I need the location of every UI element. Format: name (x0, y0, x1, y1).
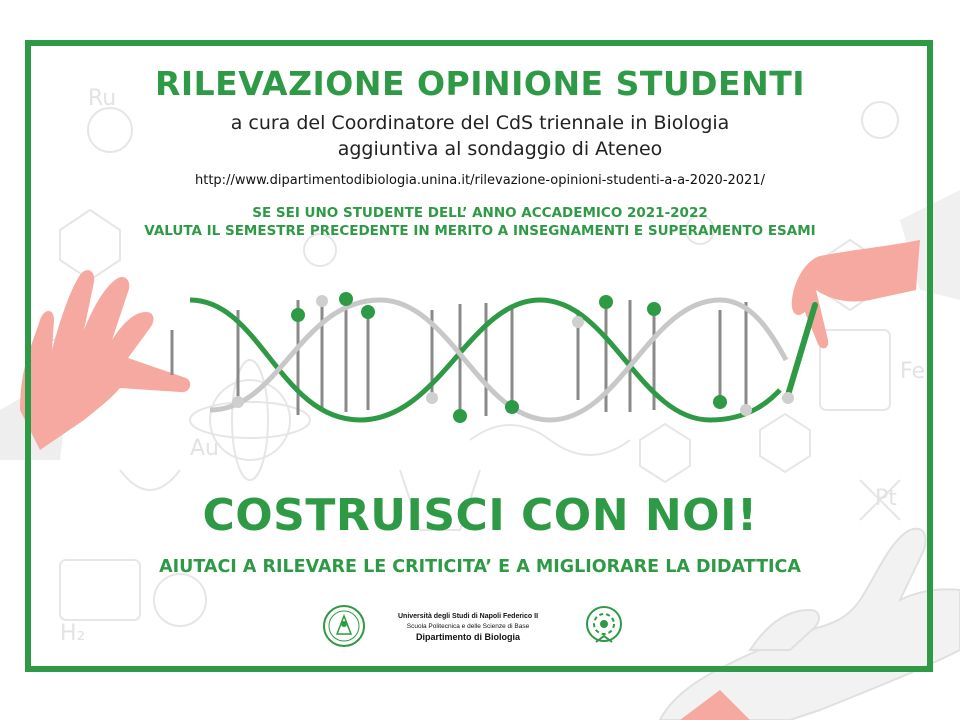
subtitle-coordinator: a cura del Coordinatore del CdS triennale in Biologia (230, 112, 730, 134)
svg-text:Ru: Ru (88, 86, 117, 111)
survey-link[interactable]: http://www.dipartimentodibiologia.unina.it/rilevazione-opinioni-studenti-a-a-2020-2021/ (195, 173, 765, 188)
subtitle-survey: aggiuntiva al sondaggio di Ateneo (337, 138, 663, 160)
department-name: Dipartimento di Biologia (415, 632, 520, 642)
svg-text:H₂: H₂ (60, 621, 86, 646)
svg-text:Pt: Pt (875, 486, 897, 511)
dna-helix-icon (150, 270, 790, 440)
university-seal-icon (322, 604, 366, 648)
page-title: RILEVAZIONE OPINIONE STUDENTI (154, 64, 806, 103)
svg-text:Fe: Fe (900, 359, 925, 384)
svg-text:Au: Au (190, 436, 219, 461)
university-name: Università degli Studi di Napoli Federico II (397, 613, 539, 620)
department-logo-icon (582, 604, 626, 648)
university-name-block (378, 612, 558, 642)
headline-build-with-us: COSTRUISCI CON NOI! (202, 490, 758, 541)
call-to-action: AIUTACI A RILEVARE LE CRITICITA’ E A MIGLIORARE LA DIDATTICA (159, 557, 801, 577)
notice-evaluate-semester: VALUTA IL SEMESTRE PRECEDENTE IN MERITO A INSEGNAMENTI E SUPERAMENTO ESAMI (144, 223, 816, 239)
notice-academic-year: SE SEI UNO STUDENTE DELL’ ANNO ACCADEMICO 2021-2022 (252, 205, 708, 221)
school-name: Scuola Politecnica e delle Scienze di Base (406, 623, 530, 630)
